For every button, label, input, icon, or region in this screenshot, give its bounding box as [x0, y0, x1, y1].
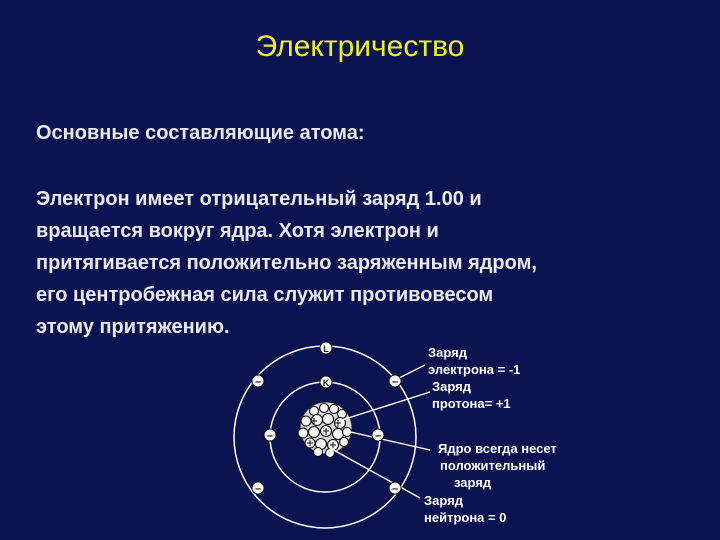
electron-symbol: – — [391, 483, 399, 495]
electron-charge-label — [428, 344, 520, 378]
nucleus-note-line-3: заряд — [454, 475, 492, 490]
electron — [252, 375, 264, 388]
pointer-proton — [342, 392, 430, 420]
proton-charge-line-1: Заряд — [432, 379, 471, 394]
proton-charge-label — [432, 378, 511, 412]
electron-symbol: – — [391, 376, 399, 388]
electron-symbol: – — [374, 430, 382, 442]
nucleus-note-label — [438, 440, 557, 491]
shell-label-k: K — [322, 378, 330, 388]
electron-charge-line-2: электрона = -1 — [428, 362, 521, 377]
nucleus-note-line-2: положительный — [440, 458, 546, 473]
body-line-4: его центробежная сила служит противовесом — [36, 284, 494, 306]
electron — [389, 482, 401, 495]
slide-subtitle: Основные составляющие атома: — [36, 122, 365, 144]
body-line-1: Электрон имеет отрицательный заряд 1.00 и — [36, 188, 482, 210]
pointer-nucleus — [346, 431, 430, 450]
body-line-2: вращается вокруг ядра. Хотя электрон и — [36, 220, 439, 242]
shell-label-l: L — [323, 344, 329, 354]
slide-title: Электричество — [255, 30, 465, 63]
neutron-charge-label — [424, 492, 506, 526]
electron — [264, 429, 276, 442]
electron-symbol: – — [266, 430, 274, 442]
neutron-charge-line-1: Заряд — [424, 493, 463, 508]
nucleus-note-line-1: Ядро всегда несет — [438, 441, 557, 456]
electron — [372, 429, 384, 442]
electron-symbol: – — [254, 483, 262, 495]
neutron-charge-line-2: нейтрона = 0 — [424, 510, 507, 525]
shell-marker-l — [320, 342, 332, 354]
electron-symbol: – — [254, 376, 262, 388]
electron — [389, 375, 401, 388]
shell-marker-k — [320, 376, 332, 388]
nucleus — [298, 402, 352, 458]
proton-charge-line-2: протона= +1 — [432, 396, 511, 411]
pointer-neutron — [330, 448, 420, 498]
body-line-3: притягивается положительно заряженным ядром, — [36, 252, 537, 274]
electron-charge-line-1: Заряд — [428, 345, 467, 360]
body-line-5: этому притяжению. — [36, 316, 230, 338]
